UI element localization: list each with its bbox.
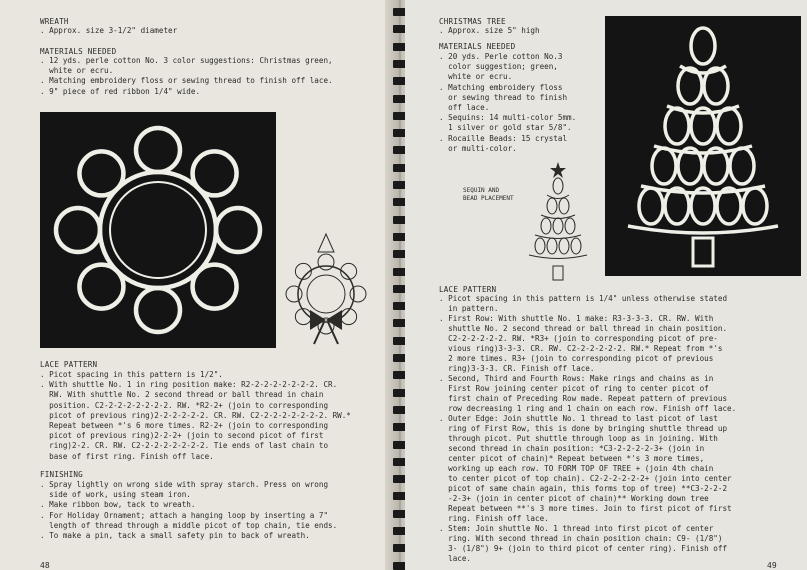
right-materials-line: . Matching embroidery floss xyxy=(439,82,563,92)
left-lace-line: picot of previous ring)2-2-2-2-2-2. CR. RW. C2-2-2-2-2-2-2-2. RW.* xyxy=(40,410,351,420)
right-lace-line: first chain of Preceding Row made. Repeat pattern of previous xyxy=(439,394,728,403)
tree-lace-image xyxy=(605,16,801,276)
right-materials-line: or multi-color. xyxy=(439,143,517,153)
left-lace-line: picot of previous ring)2-2-2+ (join to second picot of first xyxy=(40,431,324,441)
left-lace-line: Repeat between *'s 6 more times. R2-2+ (join to corresponding xyxy=(40,421,329,430)
lace-ring xyxy=(193,265,237,309)
right-page-number: 49 xyxy=(767,561,777,570)
finishing-line: . Make ribbon bow, tack to wreath. xyxy=(40,500,196,510)
tree-diagram-chain xyxy=(529,255,587,259)
tree-lace-loop xyxy=(639,188,663,224)
lace-ring xyxy=(136,288,180,332)
right-lace-line: . Picot spacing in this pattern is 1/4" unless otherwise stated xyxy=(439,294,728,303)
tree-lace-loop xyxy=(717,108,741,144)
right-lace-line: center picot of chain)* Repeat between *'s 3 more times, xyxy=(439,454,705,463)
wreath-size: . Approx. size 3-1/2" diameter xyxy=(40,26,178,35)
tree-lace-loop xyxy=(743,188,767,224)
right-lace-line: picot of same chain again, this forms top of tree) **C3-2-2-2 xyxy=(439,484,728,493)
tree-diagram-loop xyxy=(559,198,569,214)
right-materials-line: . Rocaille Beads: 15 crystal xyxy=(439,133,568,143)
right-page xyxy=(405,0,807,570)
tree-size: . Approx. size 5" high xyxy=(439,26,540,35)
right-lace-line: 3- (1/8") 9+ (join to third picot of center ring). Finish off xyxy=(439,544,728,553)
lace-ring xyxy=(193,151,237,195)
lace-ring xyxy=(79,151,123,195)
right-materials-line: . Sequins: 14 multi-color 5mm. xyxy=(439,113,577,123)
wreath-photo xyxy=(40,112,276,348)
right-lace-line: row decreasing 1 ring and 1 chain on each row. Finish off lace. xyxy=(439,404,737,413)
right-materials-line: 1 silver or gold star 5/8". xyxy=(439,123,572,133)
right-lace-line: First Row joining center picot of ring to center picot of xyxy=(439,384,709,393)
tree-photo xyxy=(605,16,801,276)
tree-diagram-chain xyxy=(535,235,581,239)
right-materials-line: white or ecru. xyxy=(439,72,513,82)
left-lace-line: . With shuttle No. 1 in ring position make: R2-2-2-2-2-2-2-2. CR. xyxy=(40,380,338,390)
tree-diagram-loop xyxy=(553,218,563,234)
tree-diagram-loop xyxy=(547,238,557,254)
tree-diagram-loop xyxy=(553,178,563,194)
tree-lace-loop xyxy=(652,148,676,184)
diagram-loop xyxy=(318,254,334,270)
lace-ring xyxy=(216,208,260,252)
right-lace-line: ring)3-3-3. CR. Finish off lace. xyxy=(439,364,595,373)
tree-lace-loop xyxy=(678,68,702,104)
left-materials-header: MATERIALS NEEDED xyxy=(40,47,117,56)
right-lace-header: LACE PATTERN xyxy=(439,285,497,294)
diagram-loop xyxy=(286,286,302,302)
wreath-diagram xyxy=(276,232,376,352)
left-lace-line: base of first ring. Finish off lace. xyxy=(40,451,214,461)
right-lace-line: through picot. Put shuttle through loop as in joining. With xyxy=(439,434,718,443)
left-materials-line: . 9" piece of red ribbon 1/4" wide. xyxy=(40,86,201,96)
tree-diagram-loop xyxy=(541,218,551,234)
right-materials-line: off lace. xyxy=(439,103,490,112)
right-lace-line: . Second, Third and Fourth Rows: Make rings and chains as in xyxy=(439,374,714,383)
right-lace-line: ring of First Row, this is done by bringing shuttle thread up xyxy=(439,424,728,433)
right-lace-line: -2-3+ (join in center picot of chain)** Working down tree xyxy=(439,494,709,503)
finishing-line: . For Holiday Ornament; attach a hanging loop by inserting a 7" xyxy=(40,510,329,520)
finishing-line: length of thread through a middle picot of top chain, tie ends. xyxy=(40,520,338,530)
right-lace-line: . First Row: With shuttle No. 1 make: R3-3-3-3. CR. RW. With xyxy=(439,314,714,323)
left-lace-line: position. C2-2-2-2-2-2-2-2. RW. *R2-2+ (join to corresponding xyxy=(40,400,329,410)
right-lace-line: Repeat between **'s 3 more times. Join to first picot of first xyxy=(439,504,732,513)
finishing-line: . To make a pin, tack a small safety pin to back of wreath. xyxy=(40,531,310,540)
tree-diagram-loop xyxy=(559,238,569,254)
finishing-header: FINISHING xyxy=(40,470,83,479)
left-materials-line: . 12 yds. perle cotton No. 3 color suggestions: Christmas green, xyxy=(40,56,333,65)
tree-diagram-loop xyxy=(571,238,581,254)
tree-lace-loop xyxy=(730,148,754,184)
right-materials-line: or sewing thread to finish xyxy=(439,92,568,102)
right-lace-line: to center picot of top chain). C2-2-2-2-2-2+ (join into center xyxy=(439,474,732,483)
right-lace-line: C2-2-2-2-2-2. RW. *R3+ (join to corresponding picot of pre- xyxy=(439,334,718,343)
right-lace-line: shuttle No. 2 second thread or ball thread in chain position. xyxy=(439,324,728,333)
tree-lace-loop xyxy=(691,28,715,64)
right-lace-line: . Outer Edge: Join shuttle No. 1 thread to last picot of last xyxy=(439,414,718,423)
right-lace-line: in pattern. xyxy=(439,304,499,313)
tree-lace-loop xyxy=(665,108,689,144)
left-lace-header: LACE PATTERN xyxy=(40,360,98,369)
tree-diagram-loop xyxy=(565,218,575,234)
finishing-line: side of work, using steam iron. xyxy=(40,490,191,500)
lace-ring xyxy=(136,128,180,172)
left-page-number: 48 xyxy=(40,561,50,570)
left-page xyxy=(0,0,395,570)
tree-lace-chain xyxy=(628,226,778,233)
right-lace-line: . Stem: Join shuttle No. 1 thread into first picot of center xyxy=(439,524,714,533)
wreath-lace-image xyxy=(40,112,276,348)
left-lace-line: . Picot spacing in this pattern is 1/2". xyxy=(40,370,223,379)
tree-diagram xyxy=(523,160,593,285)
lace-ring xyxy=(79,265,123,309)
tree-diagram-loop xyxy=(535,238,545,254)
left-materials-line: . Matching embroidery floss or sewing thread to finish off lace. xyxy=(40,76,333,86)
left-lace-line: ring)2-2. CR. RW. C2-2-2-2-2-2-2-2. Tie ends of last chain to xyxy=(40,441,329,451)
wreath-title: WREATH xyxy=(40,17,69,26)
right-lace-line: ring. With second thread in chain position chain: C9- (1/8") xyxy=(439,534,723,543)
right-lace-line: working up each row. TO FORM TOP OF TREE + (join 4th chain xyxy=(439,464,714,473)
lace-ring xyxy=(56,208,100,252)
right-lace-line: 2 more times. R3+ (join to corresponding picot of previous xyxy=(439,354,714,363)
right-materials-line: . 20 yds. Perle cotton No.3 xyxy=(439,52,563,61)
right-lace-line: vious ring)3-3-3. CR. RW. C2-2-2-2-2-2. RW.* Repeat from *'s xyxy=(439,344,723,353)
right-lace-line: ring. Finish off lace. xyxy=(439,514,549,523)
right-materials-header: MATERIALS NEEDED xyxy=(439,42,516,51)
tree-lace-loop xyxy=(704,68,728,104)
right-lace-line: lace. xyxy=(439,554,472,563)
sequin-caption: SEQUIN AND BEAD PLACEMENT xyxy=(463,187,514,202)
right-lace-line: second thread in chain position: *C3-2-2-2-2-3+ (join in xyxy=(439,444,705,453)
tree-title: CHRISTMAS TREE xyxy=(439,17,506,26)
left-materials-line: white or ecru. xyxy=(40,66,114,76)
right-materials-line: color suggestion; green, xyxy=(439,62,558,72)
tree-diagram-loop xyxy=(547,198,557,214)
diagram-loop xyxy=(350,286,366,302)
finishing-line: . Spray lightly on wrong side with spray starch. Press on wrong xyxy=(40,480,329,489)
left-lace-line: RW. With shuttle No. 2 second thread or ball thread in chain xyxy=(40,390,324,400)
